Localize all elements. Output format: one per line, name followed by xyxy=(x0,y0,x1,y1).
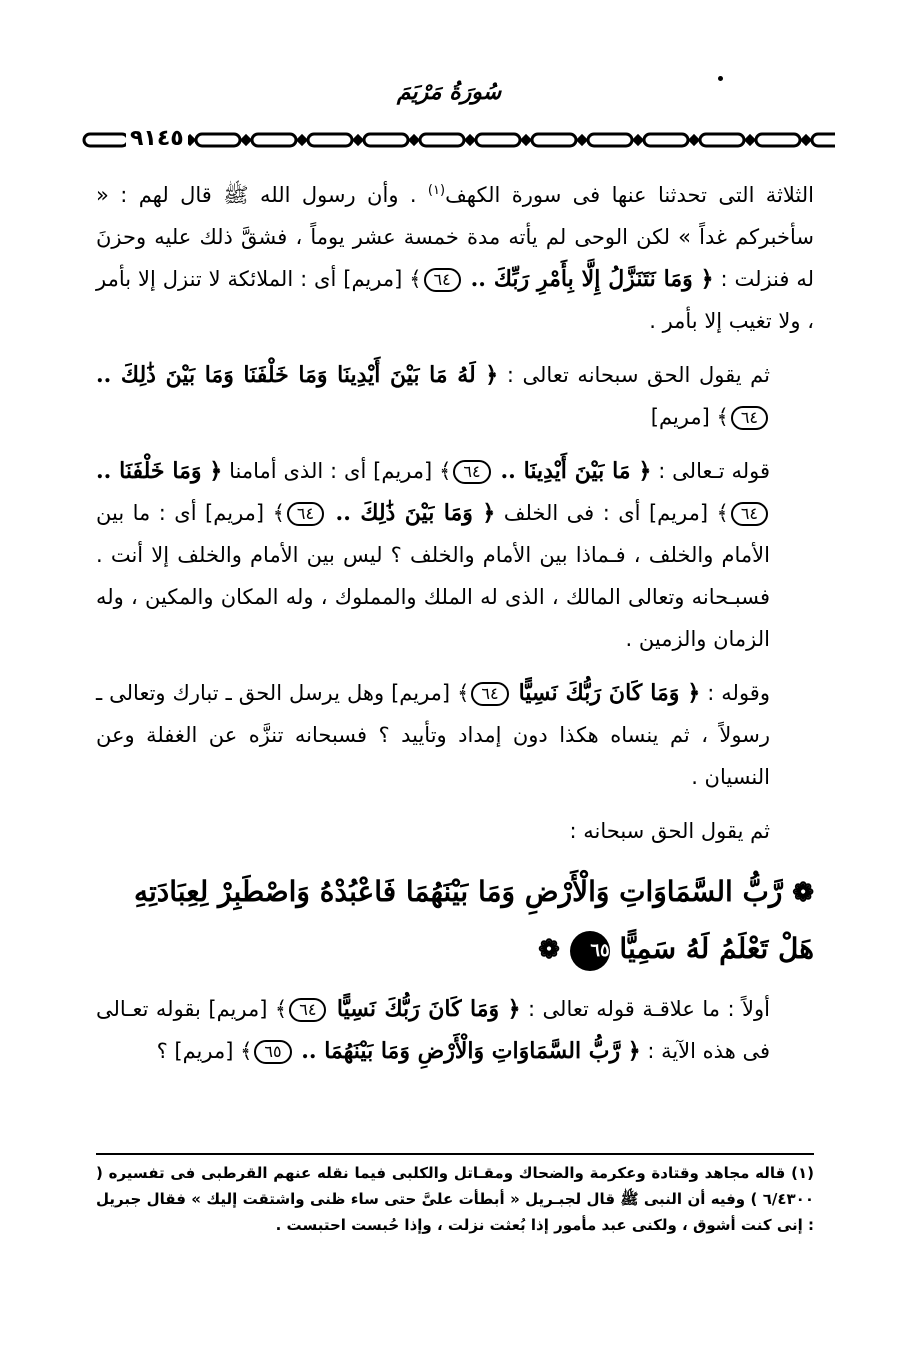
quran-quote: ﴿ مَا بَيْنَ أَيْدِينَا .. xyxy=(492,458,652,484)
footnote-ref: (١) xyxy=(427,183,446,198)
paragraph-2 xyxy=(96,354,814,438)
verse-number: ٦٤ xyxy=(471,682,508,706)
text-run: قوله تـعالى : xyxy=(651,459,771,483)
verse-text: هَلْ تَعْلَمُ لَهُ سَمِيًّا xyxy=(619,932,814,965)
ornament-open-icon: ❁ xyxy=(792,878,814,908)
text-run: ﴾ [مريم] وهل يرسل الحق ـ تبارك وتعالى ـ رسولاً ، ثم ينساه هكذا دون إمداد وتأييد ؟ فسبحانه تنزَّه عن الغفلة وعن النسيان . xyxy=(96,681,770,789)
quran-quote: ﴿ وَمَا بَيْنَ ذَٰلِكَ .. xyxy=(326,500,496,526)
paragraph-6 xyxy=(96,988,814,1072)
main-text xyxy=(96,170,814,1084)
verse-number-circle: ٦٥ xyxy=(570,931,610,971)
paragraph-5: ثم يقول الحق سبحانه : xyxy=(569,819,770,843)
quran-quote: ﴿ وَمَا نَتَنَزَّلُ إِلَّا بِأَمْرِ رَبِّكَ .. xyxy=(462,266,714,292)
paragraph-3 xyxy=(96,450,814,660)
text-run: الثلاثة التى تحدثنا عنها فى سورة الكهف xyxy=(445,183,815,207)
page-number: ٩١٤٥ xyxy=(126,125,188,153)
chain-ornament-icon xyxy=(80,128,835,152)
text-run: ﴾ [مريم] xyxy=(650,405,729,429)
ornament-close-icon: ❁ xyxy=(538,935,560,965)
text-run: ثم يقول الحق سبحانه تعالى : xyxy=(498,363,771,387)
text-run: ﴾ [مريم] أى : الملائكة لا تنزل إلا بأمر ، ولا تغيب إلا بأمر . xyxy=(96,267,814,333)
text-run: ﴾ [مريم] أى : ما بين الأمام والخلف ، فـماذا بين الأمام والخلف ؟ ليس بين الأمام والخلف إلا أنت . فسبـحانه وتعالى المالك ، الذى له الملك والمملوك ، وله المكان والمكين ، وله الزمان والزمين . xyxy=(96,501,770,651)
text-run: وقوله : xyxy=(700,681,770,705)
text-run: ﴾ [مريم] بقوله تعـالى فى هذه الآية : xyxy=(96,997,770,1063)
verse-number: ٦٤ xyxy=(287,502,324,526)
verse-line-2 xyxy=(96,921,814,978)
verse-number: ٦٤ xyxy=(289,998,326,1022)
verse-number: ٦٤ xyxy=(453,460,490,484)
verse-number: ٦٤ xyxy=(731,502,768,526)
highlighted-verse xyxy=(96,864,814,978)
quran-quote: ﴿ وَمَا خَلْفَنَا .. xyxy=(96,458,223,484)
paragraph-4 xyxy=(96,672,814,798)
quran-quote: ﴿ لَهُ مَا بَيْنَ أَيْدِينَا وَمَا خَلْفَنَا وَمَا بَيْنَ ذَٰلِكَ .. xyxy=(96,362,499,388)
text-run: ﴾ [مريم] أى : الذى أمامنا xyxy=(222,459,452,483)
quran-quote: ﴿ وَمَا كَانَ رَبُّكَ نَسِيًّا xyxy=(510,680,701,706)
ornamental-header-rule xyxy=(80,128,835,152)
quran-quote: ﴿ رَّبُّ السَّمَاوَاتِ وَالْأَرْضِ وَمَا بَيْنَهُمَا .. xyxy=(293,1038,641,1064)
verse-number: ٦٤ xyxy=(731,406,768,430)
verse-number: ٦٥ xyxy=(254,1040,291,1064)
paragraph-1 xyxy=(96,170,814,342)
text-run: ﴾ [مريم] ؟ xyxy=(156,1039,253,1063)
surah-title-calligraphy: سُورَةُ مَرْيَمَ xyxy=(396,80,502,105)
text-run: ﴾ [مريم] أى : فى الخلف xyxy=(495,501,729,525)
quran-quote: ﴿ وَمَا كَانَ رَبُّكَ نَسِيًّا xyxy=(328,996,521,1022)
verse-text: رَّبُّ السَّمَاوَاتِ وَالْأَرْضِ وَمَا بَيْنَهُمَا فَاعْبُدْهُ وَاصْطَبِرْ لِعِبَادَتِهِ xyxy=(133,875,783,908)
footnote: (١) قاله مجاهد وقتادة وعكرمة والضحاك ومقـاتل والكلبى فيما نقله عنهم القرطبى فى تفسيره ( ٦/٤٣٠٠ ) وفيه أن النبى ﷺ قال لجبـريل « أبطأت علىَّ حتى ساء ظنى واشتقت إليك » فقال جبريل : إنى كنت أشوق ، ولكنى عبد مأمور إذا بُعثت نزلت ، وإذا حُبست احتبست . xyxy=(96,1164,814,1234)
text-run: أولاً : ما علاقـة قوله تعالى : xyxy=(520,997,770,1021)
verse-line-1 xyxy=(96,864,814,921)
text-run: . وأن رسول الله ﷺ قال لهم : « سأخبركم غداً » لكن الوحى لم يأته مدة خمسة عشر يوماً ، فشقَّ ذلك عليه وحزنَ له فنزلت : xyxy=(96,183,815,291)
footnote-divider xyxy=(96,1153,814,1155)
verse-number: ٦٤ xyxy=(424,268,461,292)
